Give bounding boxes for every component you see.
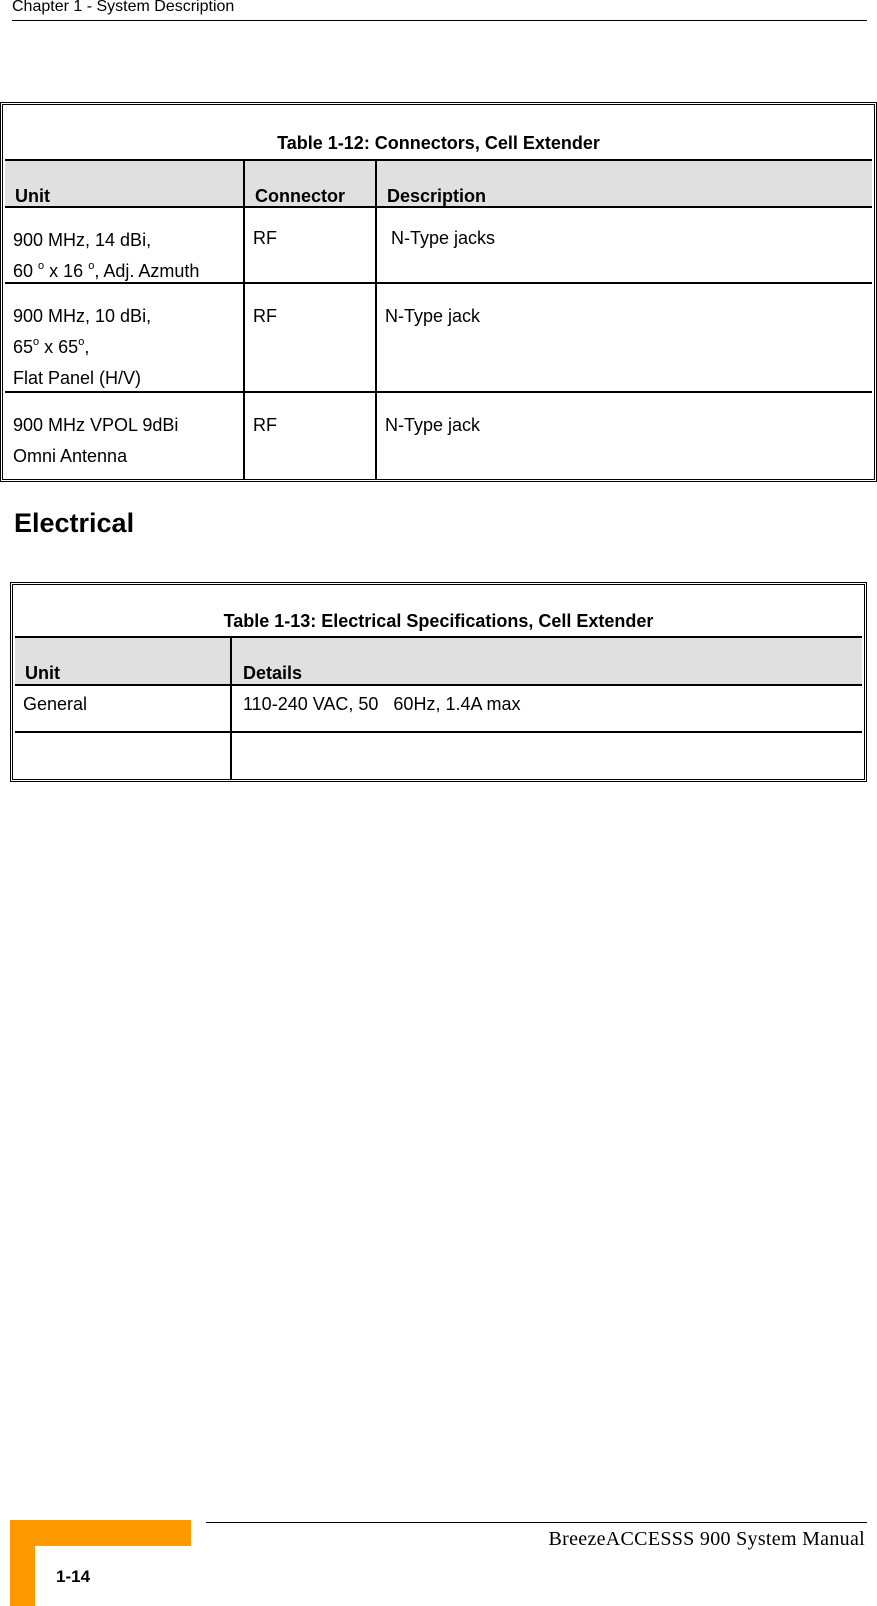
footer-divider [206,1522,867,1523]
unit-cell: General [23,694,88,714]
unit-line: 900 MHz, 10 dBi, [13,306,152,326]
page-number: 1-14 [56,1567,91,1586]
unit-line: Omni Antenna [13,446,128,466]
header-connector: Connector [255,186,345,206]
degree-symbol: o [38,260,45,272]
connectors-table [0,102,877,482]
degree-symbol: o [33,336,40,348]
description-cell: N-Type jack [385,415,481,435]
description-cell: N-Type jack [385,306,481,326]
unit-line: 65$^o$ x 65$^o$, [13,336,90,357]
chapter-header: Chapter 1 - System Description [12,0,235,15]
description-cell: N-Type jacks [391,228,496,248]
unit-line: 900 MHz VPOL 9dBi [13,415,179,435]
table-row [13,301,151,394]
unit-line: Flat Panel (H/V) [13,368,142,388]
details-cell: 110-240 VAC, 50 60Hz, 1.4A max [243,694,521,714]
header-unit: Unit [15,186,50,206]
column-divider [243,159,245,479]
row-divider [15,731,862,733]
section-heading: Electrical [14,508,135,538]
footer-accent-bar [10,1520,191,1546]
column-divider [230,636,232,779]
footer-accent-bar [10,1546,35,1606]
degree-symbol: o [88,260,95,272]
table-caption: Table 1-12: Connectors, Cell Extender [277,133,600,153]
table-row [13,410,178,472]
table-caption: Table 1-13: Electrical Specifications, Cell Extender [223,611,654,631]
header-unit: Unit [25,663,60,683]
connector-cell: RF [253,228,277,248]
header-description: Description [387,186,487,206]
manual-title: BreezeACCESSS 900 System Manual [548,1528,865,1550]
connector-cell: RF [253,415,277,435]
degree-symbol: o [78,336,85,348]
header-details: Details [243,663,303,683]
table-row [13,225,199,287]
electrical-specs-table [10,582,867,782]
unit-line: 900 MHz, 14 dBi, [13,230,152,250]
table-header-row [15,636,862,686]
header-divider [12,20,867,21]
column-divider [375,159,377,479]
unit-line: 60 $^o$ x 16 $^o$, Adj. Azmuth [13,260,200,281]
table-header-row [5,159,872,208]
connector-cell: RF [253,306,277,326]
